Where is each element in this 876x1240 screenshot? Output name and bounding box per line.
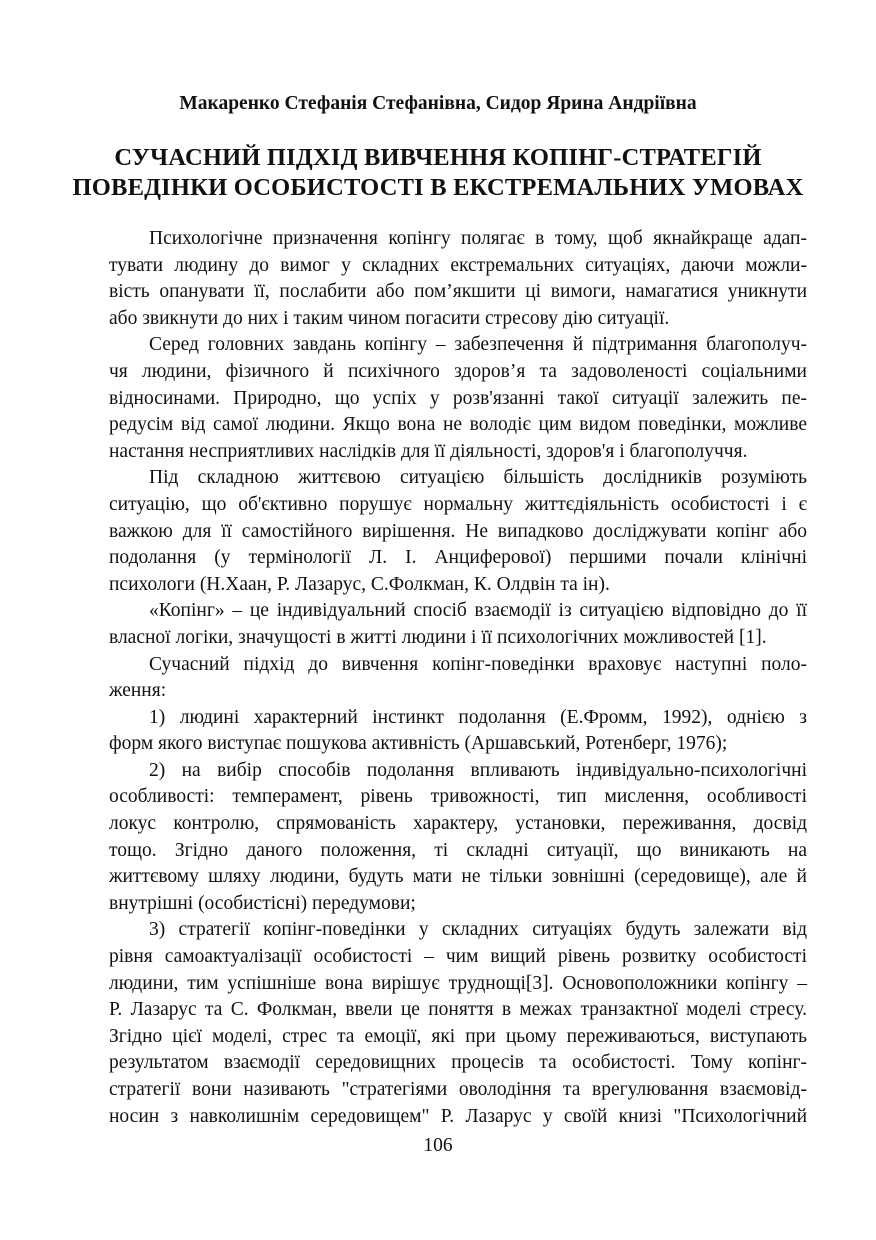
list-item-line: життєвому шляху людини, будуть мати не тільки зовнішні (середовище), але й [109,866,807,888]
list-item-line: 3) стратегії копінг-поведінки у складних ситуаціях будуть залежати від [149,919,807,941]
text-line: Сучасний підхід до вивчення копінг-поведінки враховує наступні поло- [149,653,807,675]
list-item-line: результатом взаємодії середовищних процесів та особистості. Тому копінг- [109,1052,807,1074]
list-item-line: Р. Лазарус та С. Фолкман, ввели це поняття в межах транзактної моделі стресу. [109,999,807,1021]
list-item-line: носин з навколишнім середовищем" Р. Лазарус у своїй книзі "Психологічний [109,1105,807,1127]
authors-line: Макаренко Стефанія Стефанівна, Сидор Ярина Андріївна [179,93,697,114]
text-line: ження: [109,680,167,702]
text-line: власної логіки, значущості в житті людини і її психологічних можливостей [1]. [109,626,767,648]
text-line: відносинами. Природно, що успіх у розв'язанні такої ситуації залежить пе- [109,387,807,409]
text-line: психологи (Н.Хаан, Р. Лазарус, С.Фолкман, К. Олдвін та ін). [109,573,610,595]
text-line: настання несприятливих наслідків для її діяльності, здоров'я і благополуччя. [109,440,748,462]
page-number: 106 [423,1135,453,1156]
list-item-line: Згідно цієї моделі, стрес та емоції, які при цьому переживаються, виступають [109,1025,807,1047]
text-line: або звикнути до них і таким чином погасити стресову дію ситуації. [109,307,670,329]
text-line: Серед головних завдань копінгу – забезпечення й підтримання благополуч- [149,334,807,356]
text-line: Під складною життєвою ситуацією більшість дослідників розуміють [149,467,807,489]
text-line: вість опанувати її, послабити або пом’якшити ці вимоги, намагатися уникнути [109,281,807,303]
list-item-line: внутрішні (особистісні) передумови; [109,892,416,914]
text-line: ситуацію, що об'єктивно порушує нормальну життєдіяльність особистості і є [109,493,807,515]
list-item-line: стратегії вони називають "стратегіями оволодіння та врегулювання взаємовід- [109,1079,807,1100]
list-item-line: 2) на вибір способів подолання впливають індивідуально-психологічні [149,759,807,781]
article-title [60,143,816,203]
list-item-line: особливості: темперамент, рівень тривожності, тип мислення, особливості [109,786,807,808]
text-line: подолання (у термінології Л. І. Анциферової) першими почали клінічні [109,547,807,569]
title-line-2: ПОВЕДІНКИ ОСОБИСТОСТІ В ЕКСТРЕМАЛЬНИХ УМОВАХ [72,174,804,201]
list-item-line: форм якого виступає пошукова активність (Аршавський, Ротенберг, 1976); [109,733,728,755]
list-item-line: 1) людині характерний інстинкт подолання (Е.Фромм, 1992), однією з [149,706,807,728]
list-item-line: тощо. Згідно даного положення, ті складні ситуації, що виникають на [109,839,807,861]
title-line-1: СУЧАСНИЙ ПІДХІД ВИВЧЕННЯ КОПІНГ-СТРАТЕГІЙ [114,144,762,171]
list-item-line: рівня самоактуалізації особистості – чим вищий рівень розвитку особистості [109,946,807,968]
text-line: тувати людину до вимог у складних екстремальних ситуаціях, даючи можли- [109,254,807,276]
text-line: «Копінг» – це індивідуальний спосіб взаємодії із ситуацією відповідно до її [149,600,807,622]
text-line: чя людини, фізичного й психічного здоров’я та задоволеності соціальними [109,360,807,382]
text-line: редусім від самої людини. Якщо вона не володіє цим видом поведінки, можливе [109,414,807,436]
article-body [109,226,807,1130]
list-item-line: людини, тим успішніше вона вирішує труднощі[3]. Основоположники копінгу – [109,972,807,994]
text-line: важкою для її самостійного вирішення. Не випадково досліджувати копінг або [109,520,807,542]
list-item-line: локус контролю, спрямованість характеру, установки, переживання, досвід [109,813,807,835]
text-line: Психологічне призначення копінгу полягає в тому, щоб якнайкраще адап- [149,228,807,249]
